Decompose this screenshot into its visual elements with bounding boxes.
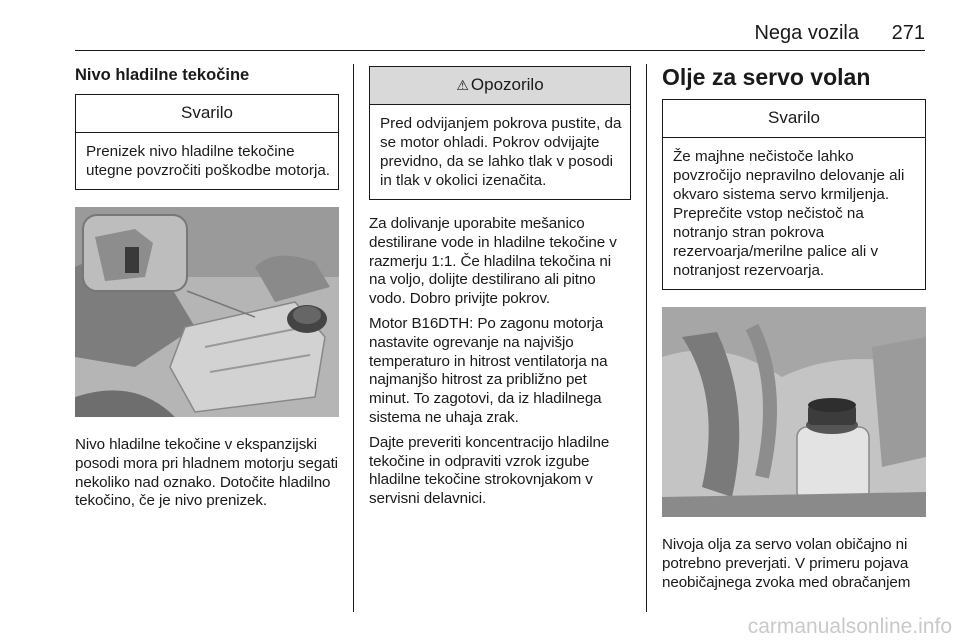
column-1 xyxy=(75,62,339,517)
notice-box xyxy=(75,94,339,190)
power-steering-paragraph: Nivoja olja za servo volan običajno ni potrebno preverjati. V primeru pojava neobičajnega zvoka med obračanjem xyxy=(662,536,911,591)
notice-text-2: Že majhne nečistoče lahko povzročijo nepravilno delovanje ali okvaro sistema servo krmiljenja. Preprečite vstop nečistoč na notranjo stran pokrova rezervoarja/merilne palice ali v notranjost rezervoarja. xyxy=(673,148,905,279)
column-2 xyxy=(369,62,631,515)
service-paragraph: Dajte preveriti koncentracijo hladilne tekočine in odpraviti vzrok izgube hladilne tekočine strokovnjakom v servisni delavnici. xyxy=(369,433,610,508)
notice-title-2: Svarilo xyxy=(663,100,925,138)
warning-title-bar xyxy=(370,67,630,105)
power-steering-image xyxy=(662,307,926,517)
notice-text: Prenizek nivo hladilne tekočine utegne povzročiti poškodbe motorja. xyxy=(86,143,330,179)
warning-box xyxy=(369,66,631,200)
column-divider-2 xyxy=(646,64,647,612)
engine-paragraph: Motor B16DTH: Po zagonu motorja nastavite ogrevanje na najvišjo temperaturo in hitrost ventilatorja na najmanjšo hitrost za približno pet minut. To zagotovi, da iz hladilnega sistema ne uhaja zrak. xyxy=(369,314,608,426)
refill-paragraph: Za dolivanje uporabite mešanico destilirane vode in hladilne tekočine v razmerju 1:1. Če hladilna tekočina ni na voljo, dolijte destilirano ali pitno vodo. Dobro privijte pokrov. xyxy=(369,215,617,308)
power-steering-reservoir-photo xyxy=(662,307,926,517)
engine-bay-image xyxy=(75,207,339,417)
coolant-paragraph: Nivo hladilne tekočine v ekspanzijski posodi mora pri hladnem motorju segati nekoliko nad oznako. Dotočite hladilno tekočino, če je nivo prenizek. xyxy=(75,436,338,510)
column-3 xyxy=(662,62,926,598)
warning-text: Pred odvijanjem pokrova pustite, da se motor ohladi. Pokrov odvijajte previdno, da se lahko tlak v posodi in tlak v okolici izenačita. xyxy=(380,115,622,189)
section-heading-coolant: Nivo hladilne tekočine xyxy=(75,66,250,84)
notice-box-2 xyxy=(662,99,926,290)
header-rule xyxy=(75,50,925,51)
warning-triangle-icon: ⚠ xyxy=(456,77,469,93)
watermark: carmanualsonline.info xyxy=(747,615,952,638)
engine-coolant-reservoir-photo xyxy=(75,207,339,417)
page-number: 271 xyxy=(891,22,925,44)
page-header xyxy=(75,0,925,50)
column-divider-1 xyxy=(353,64,354,612)
notice-title: Svarilo xyxy=(76,95,338,133)
section-heading-power-steering: Olje za servo volan xyxy=(662,64,871,90)
warning-title: Opozorilo xyxy=(470,75,544,94)
header-title: Nega vozila xyxy=(754,22,859,44)
